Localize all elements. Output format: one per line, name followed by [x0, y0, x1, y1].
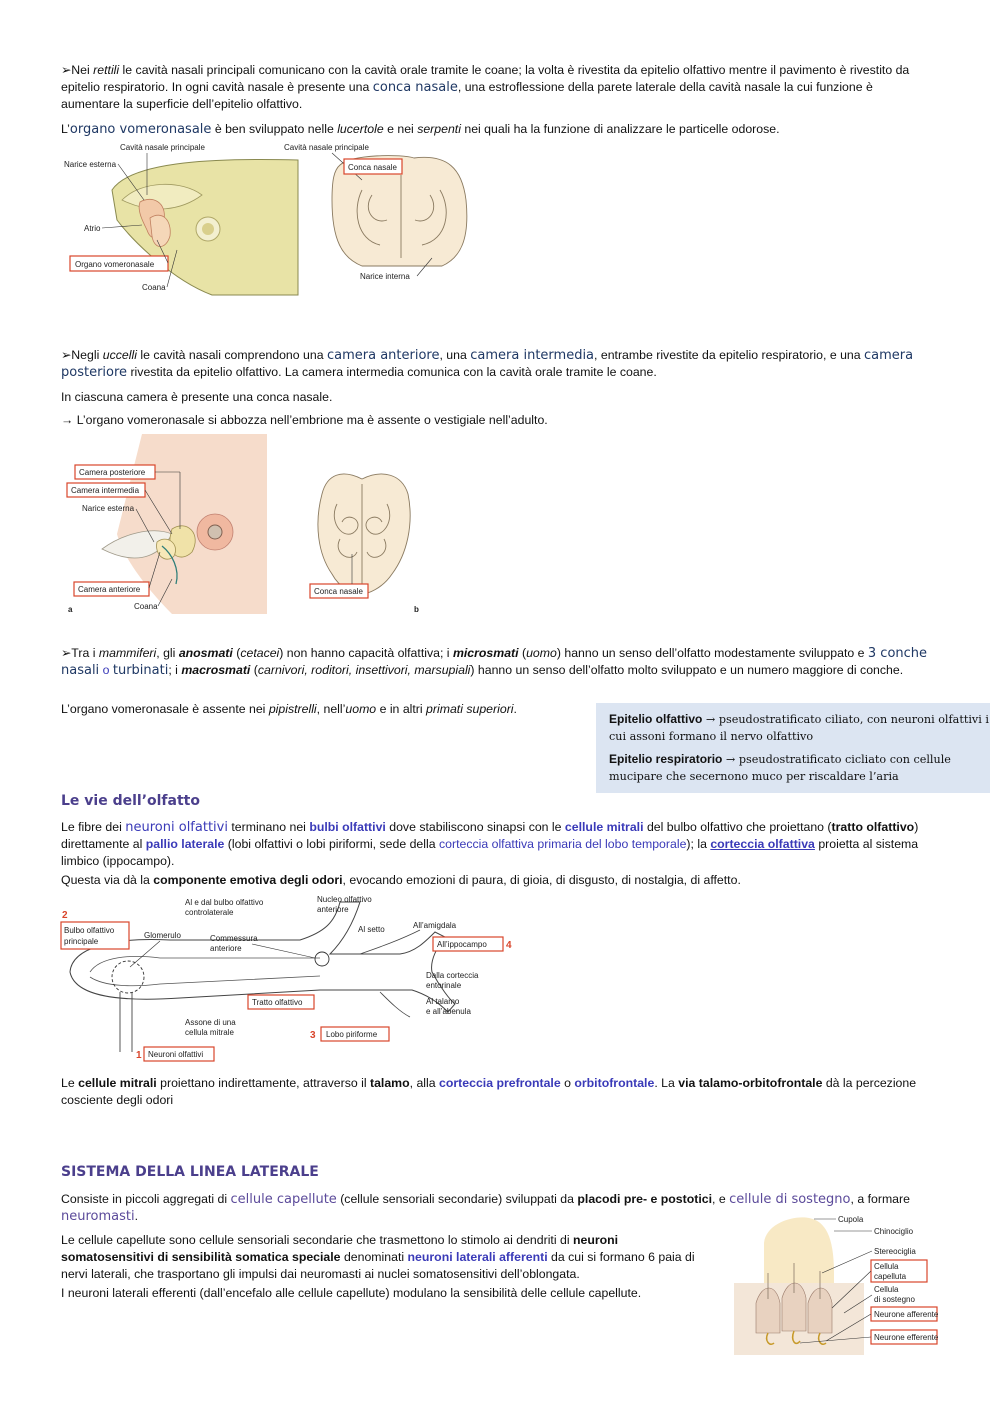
- label-cupola: Cupola: [838, 1215, 864, 1224]
- label-atrio: Atrio: [84, 224, 101, 233]
- svg-text:e all’abenula: e all’abenula: [426, 1007, 471, 1016]
- step-2-number: 2: [62, 910, 68, 921]
- birds-conca-paragraph: In ciascuna camera è presente una conca nasale.: [61, 390, 333, 404]
- label-cellula-sostegno: Cellula: [874, 1285, 899, 1294]
- label-al-setto: Al setto: [358, 925, 385, 934]
- lateral-paragraph-1: Consiste in piccoli aggregati di cellule capellute (cellule sensoriali secondarie) sviluppati da placodi pre- e postotici, e cellule di sostegno, a formare neuromasti.: [61, 1192, 910, 1224]
- term-conche-nasali: 3 conche nasali: [61, 646, 928, 678]
- svg-text:Conca nasale: Conca nasale: [348, 163, 397, 172]
- label-narice-interna: Narice interna: [360, 272, 410, 281]
- label-talamo: Al talamo: [426, 997, 460, 1006]
- heading-linea-laterale: SISTEMA DELLA LINEA LATERALE: [61, 1164, 319, 1180]
- term-organo-vomeronasale: organo vomeronasale: [69, 122, 212, 137]
- label-narice-esterna-bird: Narice esterna: [82, 504, 135, 513]
- svg-text:capelluta: capelluta: [874, 1272, 907, 1281]
- lateral-paragraph-2: Le cellule capellute sono cellule sensoriali secondarie che trasmettono lo stimolo ai dendriti di neuroni somatosensitivi di sensibilità somatica speciale denominati neuroni laterali afferenti da cui si formano 6 paia di nervi laterali, che trasportano gli impulsi dai neuromasti ai nuclei somatosensitivi dell’oblongata.: [61, 1233, 695, 1281]
- svg-text:Lobo piriforme: Lobo piriforme: [326, 1030, 378, 1039]
- heading-vie-olfatto: Le vie dell’olfatto: [61, 793, 200, 809]
- birds-paragraph: ➢Negli uccelli le cavità nasali comprendono una camera anteriore, una camera intermedia, entrambe rivestite da epitelio respiratorio, e una camera posteriore rivestita da epitelio olfattivo. La camera intermedia comunica con la cavità orale tramite le coane.: [61, 348, 914, 380]
- step-3-number: 3: [310, 1030, 316, 1041]
- label-narice-esterna: Narice esterna: [64, 160, 117, 169]
- label-corteccia-entorinale: Dalla corteccia: [426, 971, 479, 980]
- reptiles-paragraph: ➢Nei rettili le cavità nasali principali comunicano con la cavità orale tramite le coane; la volta è rivestita da epitelio olfattivo mentre il pavimento è rivestito da epitelio respiratorio. In ogni cavità nasale è presente una conca nasale, una estroflessione della parete laterale della cavità nasale la cui funzione è aumentare la superficie dell’epitelio olfattivo.: [61, 63, 910, 111]
- svg-text:cellula mitrale: cellula mitrale: [185, 1028, 234, 1037]
- vomeronasal-paragraph: L’organo vomeronasale è ben sviluppato nelle lucertole e nei serpenti nei quali ha la funzione di analizzare le particelle odorose.: [61, 122, 780, 137]
- term-camera-anteriore: camera anteriore: [326, 348, 440, 363]
- svg-text:entorinale: entorinale: [426, 981, 462, 990]
- svg-text:Tratto olfattivo: Tratto olfattivo: [252, 998, 303, 1007]
- svg-text:Neurone efferente: Neurone efferente: [874, 1333, 939, 1342]
- term-rettili: rettili: [93, 63, 120, 77]
- mammals-paragraph: ➢Tra i mammiferi, gli anosmati (cetacei) non hanno capacità olfattiva; i microsmati (uomo) hanno un senso dell’olfatto modestamente sviluppato e 3 conche nasali o turbinati; i macrosmati (carnivori, roditori, insettivori, marsupiali) hanno un senso dell’olfatto molto sviluppato e un numero maggiore di conche.: [61, 646, 928, 678]
- label-nucleo-olfattivo: Nucleo olfattivo: [317, 895, 372, 904]
- label-glomerulo: Glomerulo: [144, 931, 181, 940]
- pathways-paragraph: Le fibre dei neuroni olfattivi terminano nei bulbi olfattivi dove stabiliscono sinapsi con le cellule mitrali del bulbo olfattivo che proiettano (tratto olfattivo) direttamente al pallio laterale (lobi olfattivi o lobi piriformi, sede della corteccia olfattiva primaria del lobo temporale); la corteccia olfattiva proietta al sistema limbico (ippocampo).: [61, 820, 919, 868]
- term-turbinati: turbinati: [112, 663, 169, 678]
- label-cavita-nasale-2: Cavità nasale principale: [284, 143, 369, 152]
- mitral-projection-paragraph: Le cellule mitrali proiettano indirettamente, attraverso il talamo, alla corteccia prefrontale o orbitofrontale. La via talamo-orbitofrontale dà la percezione cosciente degli odori: [61, 1076, 917, 1107]
- svg-text:Bulbo olfattivo: Bulbo olfattivo: [64, 926, 115, 935]
- figure-label-a: a: [68, 605, 73, 614]
- lateral-paragraph-3: I neuroni laterali efferenti (dall’encefalo alle cellule capellute) modulano la sensibilità delle cellule capellute.: [61, 1286, 642, 1300]
- callout-respiratorio: Epitelio respiratorio → pseudostratificato cicliato con cellule mucipare che secernono muco per riscaldare l’aria: [609, 752, 951, 783]
- term-camera-intermedia: camera intermedia: [470, 348, 595, 363]
- svg-text:Camera intermedia: Camera intermedia: [71, 486, 140, 495]
- label-stereociglia: Stereociglia: [874, 1247, 916, 1256]
- neuromast-figure: [734, 1213, 940, 1357]
- svg-text:Neuroni olfattivi: Neuroni olfattivi: [148, 1050, 204, 1059]
- label-al-bulbo: Al e dal bulbo olfattivo: [185, 898, 264, 907]
- label-commessura: Commessura: [210, 934, 258, 943]
- label-coana: Coana: [142, 283, 166, 292]
- emotion-paragraph: Questa via dà la componente emotiva degli odori, evocando emozioni di paura, di gioia, di disgusto, di nostalgia, di affetto.: [61, 873, 741, 887]
- callout-olfattivo: Epitelio olfattivo → pseudostratificato ciliato, con neuroni olfattivi i cui assoni formano il nervo olfattivo: [609, 712, 989, 743]
- term-camera-posteriore: camera posteriore: [61, 348, 914, 380]
- link-corteccia-olfattiva[interactable]: corteccia olfattiva: [710, 837, 815, 851]
- bird-nasal-figure: [62, 434, 442, 616]
- svg-text:Organo vomeronasale: Organo vomeronasale: [75, 260, 155, 269]
- svg-text:anteriore: anteriore: [317, 905, 349, 914]
- label-amigdala: All’amigdala: [413, 921, 457, 930]
- svg-text:Cellula: Cellula: [874, 1262, 899, 1271]
- reptile-nasal-figure: [62, 140, 492, 298]
- svg-text:di sostegno: di sostegno: [874, 1295, 915, 1304]
- label-cavita-nasale: Cavità nasale principale: [120, 143, 205, 152]
- label-assone-mitrale: Assone di una: [185, 1018, 236, 1027]
- term-conca-nasale: conca nasale: [372, 80, 458, 95]
- mammals-vomeronasal-paragraph: L’organo vomeronasale è assente nei pipistrelli, nell’uomo e in altri primati superiori.: [61, 702, 517, 716]
- svg-text:Conca nasale: Conca nasale: [314, 587, 363, 596]
- svg-text:principale: principale: [64, 937, 99, 946]
- svg-text:controlaterale: controlaterale: [185, 908, 234, 917]
- svg-text:Neurone afferente: Neurone afferente: [874, 1310, 939, 1319]
- svg-text:Camera anteriore: Camera anteriore: [78, 585, 141, 594]
- epithelium-callout: [596, 703, 990, 793]
- label-coana-bird: Coana: [134, 602, 158, 611]
- olfactory-pathway-diagram: [60, 892, 520, 1064]
- birds-vomeronasal-note: → L’organo vomeronasale si abbozza nell’embrione ma è assente o vestigiale nell’adulto.: [61, 413, 548, 427]
- svg-text:Camera posteriore: Camera posteriore: [79, 468, 146, 477]
- figure-label-b: b: [414, 605, 419, 614]
- step-1-number: 1: [136, 1050, 142, 1061]
- step-4-number: 4: [506, 940, 512, 951]
- label-chinociglio: Chinociglio: [874, 1227, 914, 1236]
- svg-text:All’ippocampo: All’ippocampo: [437, 940, 487, 949]
- svg-text:anteriore: anteriore: [210, 944, 242, 953]
